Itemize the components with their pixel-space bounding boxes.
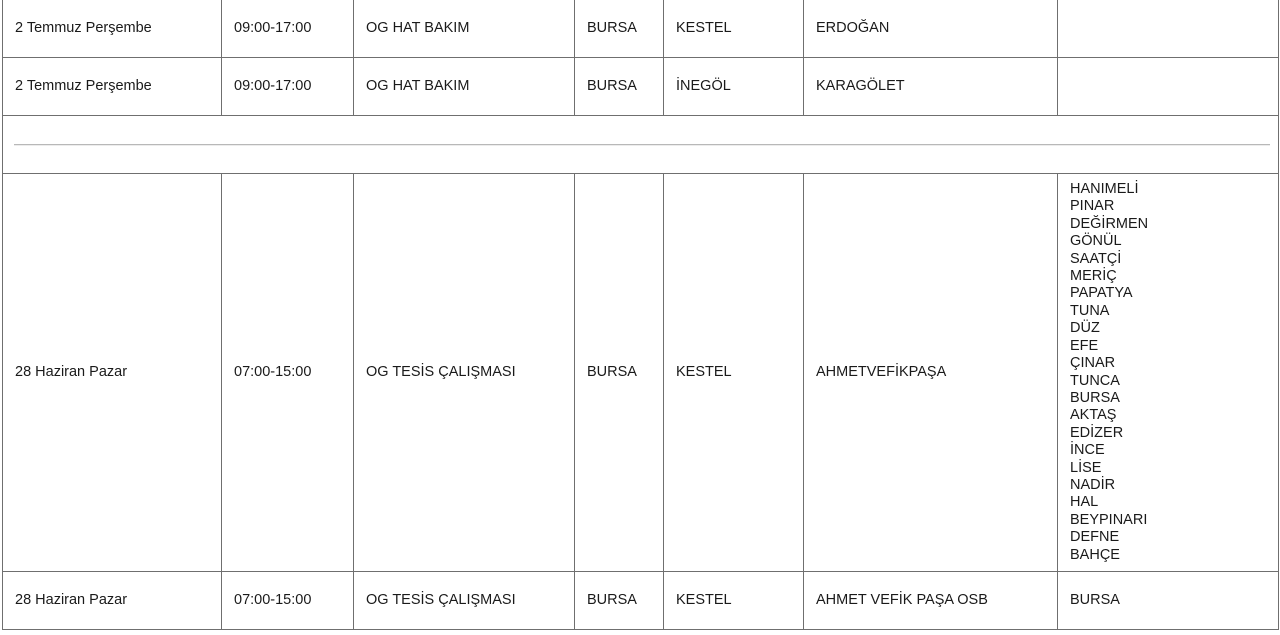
street-item: İNCE bbox=[1070, 442, 1105, 459]
streets-cell bbox=[1058, 58, 1279, 116]
streets-cell bbox=[1058, 0, 1279, 58]
street-item: HAL bbox=[1070, 494, 1099, 511]
street-item: BEYPINARI bbox=[1070, 511, 1148, 528]
street-list bbox=[1070, 181, 1278, 564]
time-cell: 07:00-15:00 bbox=[222, 174, 354, 572]
outage-table bbox=[2, 0, 1279, 630]
table-row bbox=[3, 174, 1279, 572]
street-item: TUNCA bbox=[1070, 372, 1120, 389]
neighborhood-cell: AHMET VEFİK PAŞA OSB bbox=[804, 572, 1058, 630]
street-item: BURSA bbox=[1070, 389, 1120, 406]
street-item: BAHÇE bbox=[1070, 546, 1120, 563]
district-cell: KESTEL bbox=[664, 572, 804, 630]
street-item: ÇINAR bbox=[1070, 355, 1116, 372]
street-item: MERİÇ bbox=[1070, 268, 1117, 285]
street-item: PINAR bbox=[1070, 198, 1115, 215]
time-cell: 09:00-17:00 bbox=[222, 58, 354, 116]
streets-cell: BURSA bbox=[1058, 572, 1279, 630]
city-cell: BURSA bbox=[575, 58, 664, 116]
street-item: SAATÇİ bbox=[1070, 250, 1122, 267]
district-cell: KESTEL bbox=[664, 174, 804, 572]
street-item: LİSE bbox=[1070, 459, 1102, 476]
date-cell: 28 Haziran Pazar bbox=[3, 174, 222, 572]
table-row bbox=[3, 0, 1279, 58]
date-cell: 2 Temmuz Perşembe bbox=[3, 58, 222, 116]
street-item: EDİZER bbox=[1070, 424, 1124, 441]
horizontal-rule bbox=[14, 144, 1270, 146]
neighborhood-cell: AHMETVEFİKPAŞA bbox=[804, 174, 1058, 572]
time-cell: 07:00-15:00 bbox=[222, 572, 354, 630]
street-item: DEFNE bbox=[1070, 529, 1120, 546]
city-cell: BURSA bbox=[575, 0, 664, 58]
work-type-cell: OG HAT BAKIM bbox=[354, 58, 575, 116]
street-item: DÜZ bbox=[1070, 320, 1100, 337]
city-cell: BURSA bbox=[575, 174, 664, 572]
street-item: HANIMELİ bbox=[1070, 181, 1139, 198]
neighborhood-cell: ERDOĞAN bbox=[804, 0, 1058, 58]
work-type-cell: OG TESİS ÇALIŞMASI bbox=[354, 572, 575, 630]
streets-cell bbox=[1058, 174, 1279, 572]
work-type-cell: OG HAT BAKIM bbox=[354, 0, 575, 58]
separator-row bbox=[3, 116, 1279, 174]
date-cell: 2 Temmuz Perşembe bbox=[3, 0, 222, 58]
district-cell: KESTEL bbox=[664, 0, 804, 58]
time-cell: 09:00-17:00 bbox=[222, 0, 354, 58]
neighborhood-cell: KARAGÖLET bbox=[804, 58, 1058, 116]
street-item: EFE bbox=[1070, 337, 1099, 354]
street-item: NADİR bbox=[1070, 476, 1116, 493]
separator-cell bbox=[3, 116, 1279, 174]
table-row bbox=[3, 572, 1279, 630]
street-item: TUNA bbox=[1070, 302, 1110, 319]
city-cell: BURSA bbox=[575, 572, 664, 630]
street-item: GÖNÜL bbox=[1070, 233, 1122, 250]
street-item: AKTAŞ bbox=[1070, 407, 1117, 424]
street-item: DEĞİRMEN bbox=[1070, 215, 1149, 232]
district-cell: İNEGÖL bbox=[664, 58, 804, 116]
table-row bbox=[3, 58, 1279, 116]
work-type-cell: OG TESİS ÇALIŞMASI bbox=[354, 174, 575, 572]
street-item: PAPATYA bbox=[1070, 285, 1133, 302]
date-cell: 28 Haziran Pazar bbox=[3, 572, 222, 630]
